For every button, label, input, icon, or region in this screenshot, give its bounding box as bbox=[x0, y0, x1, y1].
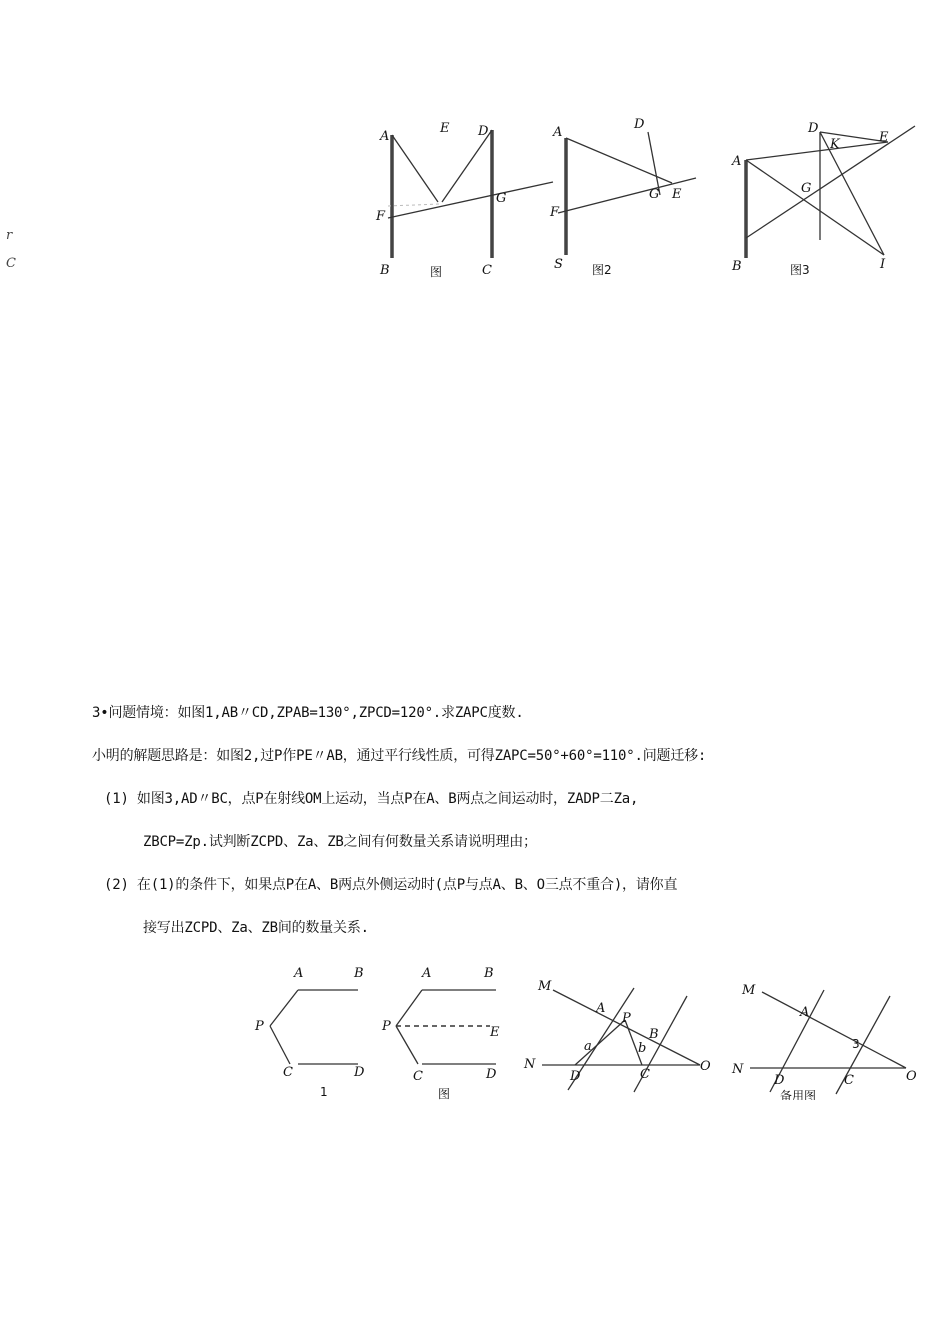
segment-DP bbox=[575, 1020, 625, 1065]
label-K: K bbox=[830, 137, 840, 152]
label-N: N bbox=[732, 1062, 744, 1077]
problem-line-6: 接写出ZCPD、Za、ZB间的数量关系. bbox=[143, 920, 369, 936]
margin-mark-c: C bbox=[6, 256, 16, 271]
label-P: P bbox=[622, 1011, 631, 1026]
label-S: S bbox=[554, 257, 563, 272]
problem-line-5: (2) 在(1)的条件下，如果点P在A、B两点外侧运动时(点P与点A、B、O三点不重合)，请你直 bbox=[104, 877, 678, 893]
problem-line-2: 小明的解题思路是：如图2,过P作PE〃AB，通过平行线性质，可得ZAPC=50°+60°=110°.问题迁移: bbox=[92, 748, 707, 764]
label-A: A bbox=[553, 125, 563, 140]
label-D: D bbox=[486, 1067, 497, 1082]
caption-fig1: 图 bbox=[430, 265, 443, 279]
margin-mark-r: r bbox=[6, 228, 13, 243]
label-D: D bbox=[570, 1069, 581, 1084]
ray-OM bbox=[553, 990, 700, 1065]
label-C: C bbox=[283, 1065, 293, 1080]
line-FG bbox=[388, 182, 553, 218]
bottom-figure-1 bbox=[254, 966, 365, 1099]
label-E: E bbox=[672, 187, 682, 202]
label-A: A bbox=[732, 154, 742, 169]
caption-fig3: 图3 bbox=[790, 263, 810, 277]
label-B: B bbox=[380, 263, 390, 278]
caption-fig2: 图2 bbox=[592, 263, 612, 277]
label-G: G bbox=[496, 191, 507, 206]
label-G: G bbox=[649, 187, 660, 202]
segment-AE bbox=[392, 135, 438, 202]
label-P: P bbox=[382, 1019, 391, 1034]
label-G: G bbox=[801, 181, 812, 196]
label-B: B bbox=[649, 1027, 659, 1042]
label-alpha: a bbox=[584, 1039, 592, 1054]
caption-fig1: 1 bbox=[320, 1085, 328, 1099]
problem-line-1: 3•问题情境：如图1,AB〃CD,ZPAB=130°,ZPCD=120°.求ZAPC度数. bbox=[92, 705, 524, 721]
label-A: A bbox=[380, 129, 390, 144]
caption-fig2: 图 bbox=[438, 1087, 451, 1100]
label-C: C bbox=[640, 1067, 650, 1082]
segment-AP bbox=[396, 990, 422, 1026]
label-D: D bbox=[354, 1065, 365, 1080]
ray-OM bbox=[762, 992, 906, 1068]
top-figure-2 bbox=[549, 117, 696, 277]
problem-line-3: (1) 如图3,AD〃BC，点P在射线OM上运动，当点P在A、B两点之间运动时，ZADP二Za, bbox=[104, 791, 639, 807]
label-D: D bbox=[774, 1073, 785, 1088]
bottom-figure-3 bbox=[523, 979, 711, 1092]
label-C: C bbox=[413, 1069, 423, 1084]
label-O: O bbox=[906, 1069, 917, 1084]
label-B: B bbox=[484, 966, 494, 981]
label-D: D bbox=[634, 117, 645, 132]
label-C: C bbox=[844, 1073, 854, 1088]
segment-AP bbox=[270, 990, 298, 1026]
label-D: D bbox=[808, 121, 819, 136]
label-O: O bbox=[700, 1059, 711, 1074]
label-M: M bbox=[538, 979, 552, 994]
segment-AI bbox=[746, 160, 884, 255]
label-A: A bbox=[596, 1001, 606, 1016]
segment-PC bbox=[270, 1026, 290, 1064]
bottom-figures bbox=[250, 960, 930, 1100]
bottom-figure-2 bbox=[381, 966, 500, 1100]
label-F: F bbox=[550, 205, 560, 220]
label-D: D bbox=[478, 124, 489, 139]
label-A: A bbox=[800, 1005, 810, 1020]
label-F: F bbox=[376, 209, 386, 224]
segment-DE bbox=[442, 130, 492, 202]
label-P: P bbox=[255, 1019, 264, 1034]
problem-line-4: ZBCP=Zp.试判断ZCPD、Za、ZB之间有何数量关系请说明理由； bbox=[143, 834, 537, 850]
page-number-3: 3 bbox=[852, 1037, 860, 1051]
label-C: C bbox=[482, 263, 492, 278]
label-A: A bbox=[422, 966, 432, 981]
label-B: B bbox=[732, 259, 742, 274]
label-N: N bbox=[524, 1057, 536, 1072]
label-E: E bbox=[490, 1025, 500, 1040]
label-E: E bbox=[879, 130, 889, 145]
top-figures bbox=[360, 110, 930, 285]
bottom-figure-4 bbox=[731, 983, 917, 1100]
label-E: E bbox=[440, 121, 450, 136]
label-M: M bbox=[742, 983, 756, 998]
label-B: B bbox=[354, 966, 364, 981]
construction-line bbox=[388, 204, 440, 206]
top-figure-3 bbox=[731, 121, 915, 277]
segment-PC bbox=[396, 1026, 418, 1064]
top-figure-1 bbox=[375, 121, 553, 279]
segment-DG bbox=[648, 132, 660, 195]
label-A: A bbox=[294, 966, 304, 981]
label-I: I bbox=[880, 257, 886, 272]
label-beta: b bbox=[638, 1041, 647, 1056]
caption-backup-figure: 备用图 bbox=[780, 1089, 817, 1100]
